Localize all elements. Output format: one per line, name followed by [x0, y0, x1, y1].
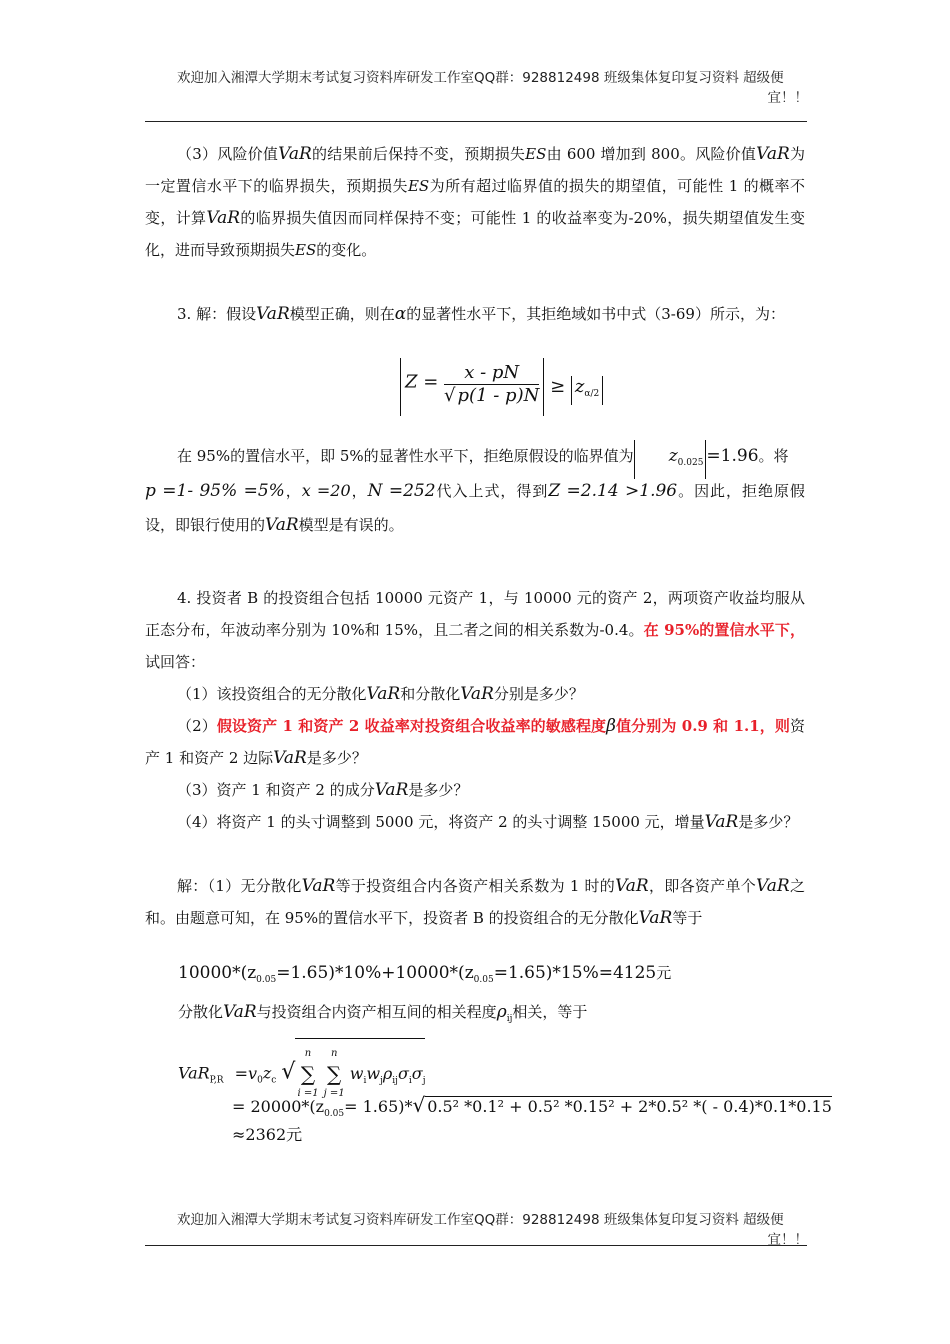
- question-3-solution-2: p =1- 95% =5%，x =20，N =252代入上式，得到Z =2.14 >1.96。因此，拒绝原假设，即银行使用的VaR模型是有误的。: [145, 481, 805, 535]
- question-4-solution: 解：（1）无分散化VaR等于投资组合内各资产相关系数为 1 时的VaR，即各资产单个VaR之和。由题意可知，在 95%的置信水平下，投资者 B 的投资组合的无分散化VaR等于: [145, 876, 805, 928]
- question-4-sub4: （4）将资产 1 的头寸调整到 5000 元，将资产 2 的头寸调整 15000 元，增量VaR是多少？: [177, 812, 799, 832]
- undiversified-calc: $10000*(z_{0.05}=1.65)*10\%+10000*(z_{0.05}=1.65)*15\%=4125$元: [178, 963, 672, 985]
- diversified-intro: 分散化VaR与投资组合内资产相互间的相关程度$\rho_{ij}$相关，等于: [178, 1002, 588, 1024]
- question-4-sub2: （2）假设资产 1 和资产 2 收益率对投资组合收益率的敏感程度β值分别为 0.9 和 1.1，则资产 1 和资产 2 边际VaR是多少？: [145, 716, 805, 768]
- question-3-solution: 在 95%的置信水平，即 5%的显著性水平下，拒绝原假设的临界值为 $z_{0.025} =1.96$。将: [145, 440, 805, 479]
- question-3-intro: 3. 解：假设VaR模型正确，则在α的显著性水平下，其拒绝域如书中式（3-69）所示，为：: [177, 304, 785, 324]
- var-symbol: VaR: [278, 144, 312, 164]
- diversified-result: ≈2362元: [232, 1125, 303, 1144]
- footer-line2: 宜！！: [767, 1232, 808, 1248]
- question-4-sub1: （1）该投资组合的无分散化VaR和分散化VaR分别是多少？: [177, 684, 584, 704]
- paragraph-3: （3）风险价值VaR的结果前后保持不变，预期损失ES由 600 增加到 800。风险价值VaR为一定置信水平下的临界损失，预期损失ES为所有超过临界值的损失的期望值，可能性 1 的概率不变，计算VaR的临界损失值因而同样保持不变；可能性 1 的收益率变为-20%，损失期望值发生变化，进而导致预期损失ES的变化。: [145, 144, 805, 259]
- diversified-calc: = $20000*(z_{0.05}= 1.65)*√$ 0.5² *0.1² + 0.5² *0.15² + 2*0.5² *( - 0.4)*0.1*0.15: [232, 1093, 832, 1119]
- question-4-sub3: （3）资产 1 和资产 2 的成分VaR是多少？: [177, 780, 469, 800]
- rejection-formula: Z = $\frac{x - pN}{√ p(1 - p)N}$ ≥ $z_{\alpha/2}$: [400, 358, 603, 416]
- diversified-formula: $VaR_{P,R} =v_0z_c$ √ n ∑ i =1 n ∑ j =1 $w_iw_j\rho_{ij}\sigma_i\sigma_j$: [178, 1038, 425, 1105]
- page-header: [145, 68, 808, 108]
- footer-line1: 欢迎加入湘潭大学期末考试复习资料库研发工作室QQ群：928812498 班级集体复印复习资料 超级便: [177, 1212, 784, 1228]
- header-rule: [145, 121, 807, 122]
- page-footer: [145, 1210, 808, 1250]
- header-line1: 欢迎加入湘潭大学期末考试复习资料库研发工作室QQ群：928812498 班级集体复印复习资料 超级便: [177, 70, 784, 86]
- footer-rule: [145, 1245, 807, 1246]
- header-line2: 宜！！: [767, 90, 808, 106]
- question-4-intro: 4. 投资者 B 的投资组合包括 10000 元资产 1，与 10000 元的资产 2，两项资产收益均服从正态分布，年波动率分别为 10%和 15%，且二者之间的相关系数为-0.4。在 95%的置信水平下，试回答：: [145, 589, 805, 671]
